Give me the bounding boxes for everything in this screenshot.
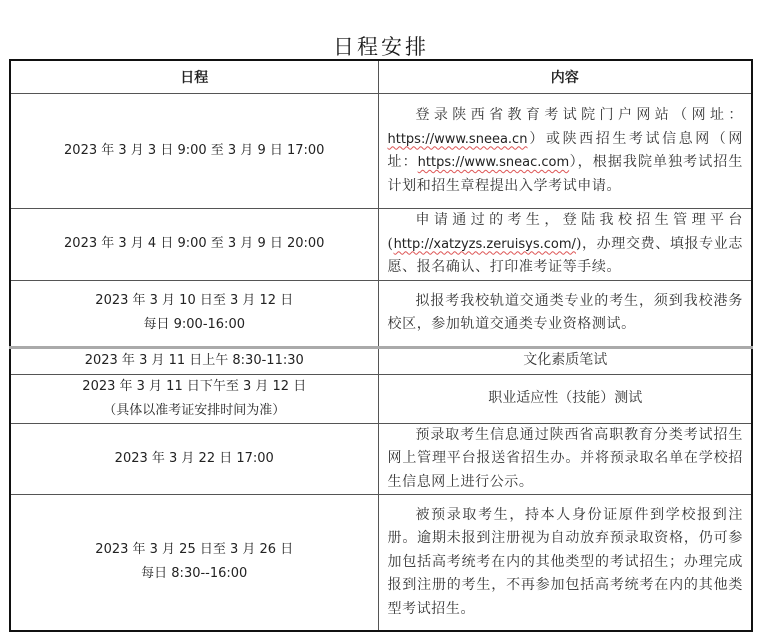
schedule-date: 2023 年 3 月 4 日 9:00 至 3 月 9 日 20:00 xyxy=(10,209,378,281)
zeruisys-link[interactable]: http://xatzyzs.zeruisys.com/ xyxy=(393,236,576,252)
schedule-date: 2023 年 3 月 22 日 17:00 xyxy=(10,423,378,495)
schedule-content: 登录陕西省教育考试院门户网站（网址：https://www.sneea.cn）或陕西招生考试信息网（网址：https://www.sneac.com），根据我院单独考试招生计划和招生章程提出入学考试申请。 xyxy=(378,94,752,209)
table-row xyxy=(10,423,752,495)
schedule-content: 文化素质笔试 xyxy=(378,347,752,374)
schedule-date: 2023 年 3 月 25 日至 3 月 26 日 每日 8:30--16:00 xyxy=(10,495,378,631)
header-content: 内容 xyxy=(378,60,752,94)
table-row xyxy=(10,347,752,374)
table-row xyxy=(10,94,752,209)
schedule-table xyxy=(9,59,753,632)
schedule-content: 拟报考我校轨道交通类专业的考生，须到我校港务校区，参加轨道交通类专业资格测试。 xyxy=(378,280,752,347)
table-row xyxy=(10,280,752,347)
table-row xyxy=(10,495,752,631)
schedule-content: 预录取考生信息通过陕西省高职教育分类考试招生网上管理平台报送省招生办。并将预录取名单在学校招生信息网上进行公示。 xyxy=(378,423,752,495)
schedule-date: 2023 年 3 月 10 日至 3 月 12 日 每日 9:00-16:00 xyxy=(10,280,378,347)
header-schedule: 日程 xyxy=(10,60,378,94)
sneea-link[interactable]: https://www.sneea.cn xyxy=(387,131,528,147)
schedule-content: 申请通过的考生，登陆我校招生管理平台(http://xatzyzs.zeruisys.com/)，办理交费、填报专业志愿、报名确认、打印准考证等手续。 xyxy=(378,209,752,281)
schedule-content: 职业适应性（技能）测试 xyxy=(378,374,752,423)
table-header-row xyxy=(10,60,752,94)
table-row xyxy=(10,374,752,423)
schedule-content: 被预录取考生，持本人身份证原件到学校报到注册。逾期未报到注册视为自动放弃预录取资格，仍可参加包括高考统考在内的其他类型的考试招生；办理完成报到注册的考生，不再参加包括高考统考在内的其他类型考试招生。 xyxy=(378,495,752,631)
schedule-date: 2023 年 3 月 11 日上午 8:30-11:30 xyxy=(10,347,378,374)
page-title: 日程安排 xyxy=(333,35,429,59)
schedule-date: 2023 年 3 月 11 日下午至 3 月 12 日 （具体以准考证安排时间为准） xyxy=(10,374,378,423)
sneac-link[interactable]: https://www.sneac.com xyxy=(417,155,570,170)
schedule-date: 2023 年 3 月 3 日 9:00 至 3 月 9 日 17:00 xyxy=(10,94,378,209)
table-row xyxy=(10,209,752,281)
